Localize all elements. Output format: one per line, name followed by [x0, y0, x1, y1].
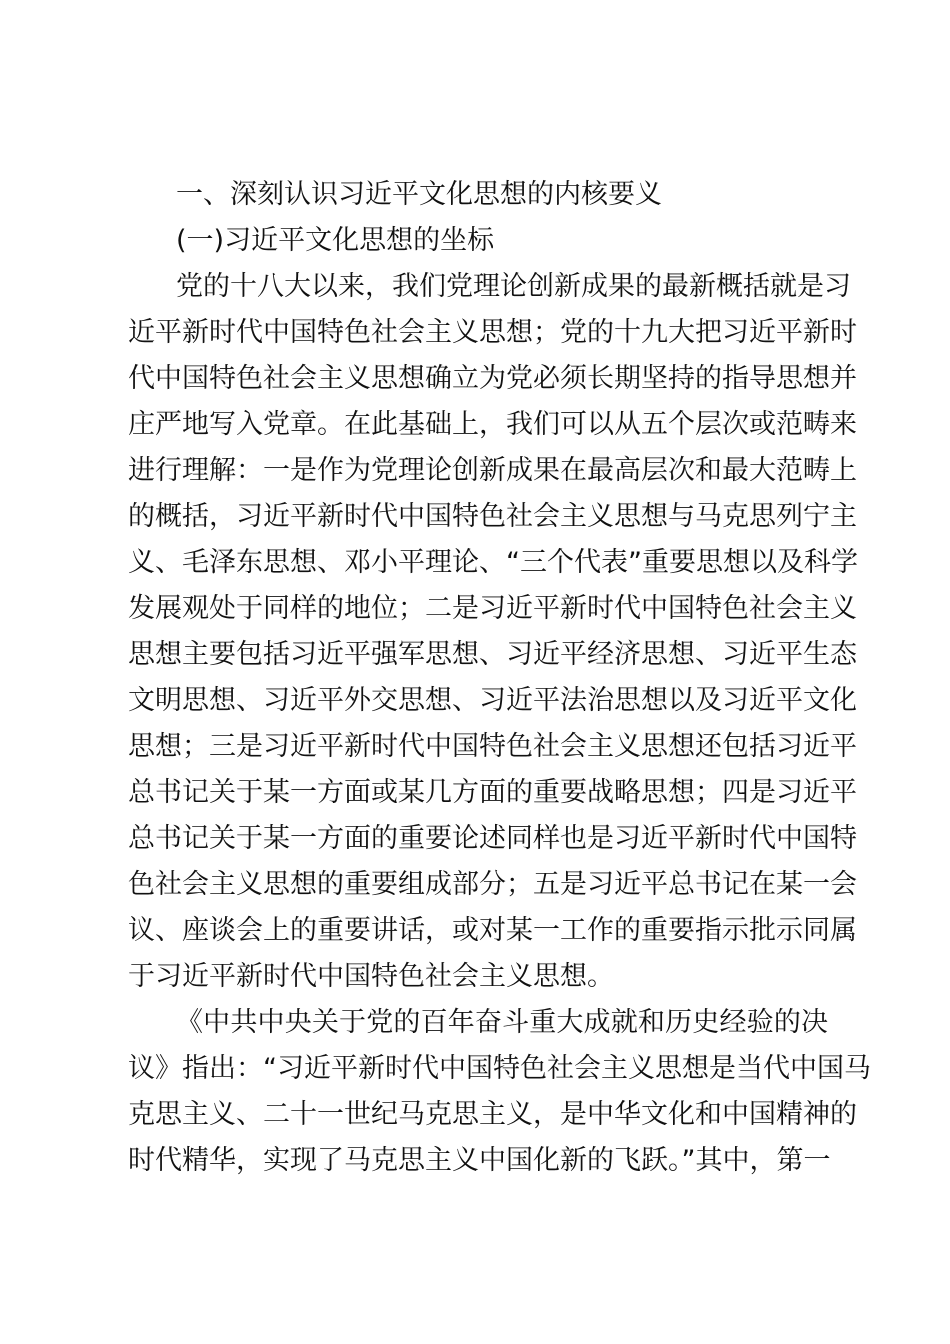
section-heading: 一、深刻认识习近平文化思想的内核要义 — [176, 179, 662, 210]
paragraph-line: 庄严地写入党章。在此基础上，我们可以从五个层次或范畴来 — [128, 409, 857, 440]
paragraph-line: 文明思想、习近平外交思想、习近平法治思想以及习近平文化 — [128, 685, 857, 716]
paragraph-line: 义、毛泽东思想、邓小平理论、“三个代表”重要思想以及科学 — [128, 547, 858, 578]
paragraph-line: 发展观处于同样的地位；二是习近平新时代中国特色社会主义 — [128, 593, 857, 624]
paragraph-line: 《中共中央关于党的百年奋斗重大成就和历史经验的决 — [176, 1007, 828, 1038]
paragraph-line: 议》指出：“习近平新时代中国特色社会主义思想是当代中国马 — [128, 1053, 871, 1084]
paragraph-line: 于习近平新时代中国特色社会主义思想。 — [128, 961, 614, 992]
paragraph-line: 代中国特色社会主义思想确立为党必须长期坚持的指导思想并 — [128, 363, 857, 394]
subsection-heading: (一)习近平文化思想的坐标 — [176, 225, 495, 256]
paragraph-line: 议、座谈会上的重要讲话，或对某一工作的重要指示批示同属 — [128, 915, 857, 946]
paragraph-line: 色社会主义思想的重要组成部分；五是习近平总书记在某一会 — [128, 869, 857, 900]
paragraph-line: 的概括，习近平新时代中国特色社会主义思想与马克思列宁主 — [128, 501, 857, 532]
paragraph-line: 思想；三是习近平新时代中国特色社会主义思想还包括习近平 — [128, 731, 857, 762]
paragraph-line: 进行理解：一是作为党理论创新成果在最高层次和最大范畴上 — [128, 455, 857, 486]
paragraph-line: 思想主要包括习近平强军思想、习近平经济思想、习近平生态 — [128, 639, 857, 670]
paragraph-line: 总书记关于某一方面的重要论述同样也是习近平新时代中国特 — [128, 823, 857, 854]
paragraph-line: 党的十八大以来，我们党理论创新成果的最新概括就是习 — [176, 271, 851, 302]
paragraph-line: 总书记关于某一方面或某几方面的重要战略思想；四是习近平 — [128, 777, 857, 808]
paragraph-line: 近平新时代中国特色社会主义思想；党的十九大把习近平新时 — [128, 317, 857, 348]
paragraph-line: 克思主义、二十一世纪马克思主义，是中华文化和中国精神的 — [128, 1099, 857, 1130]
paragraph-line: 时代精华，实现了马克思主义中国化新的飞跃。”其中，第一 — [128, 1145, 831, 1176]
